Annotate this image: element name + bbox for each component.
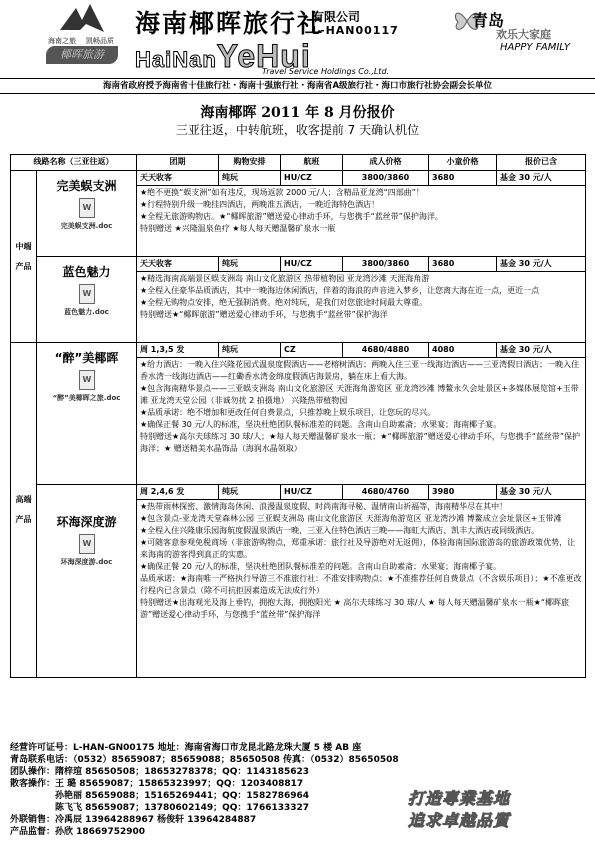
header-child: 小童价格 — [429, 155, 497, 171]
desc-line: ★包含景点-亚龙湾天堂森林公园 三亚蜈支洲岛 南山文化旅游区 天涯海角游览区 亚龙湾沙滩 博鳌成立会址景区+玉带滩 — [140, 514, 562, 523]
header-shopping: 购物安排 — [219, 155, 281, 171]
schedule: 周 2,4,6 发 — [137, 485, 219, 500]
happy-family-logo — [452, 2, 592, 74]
desc-line: ★包含海南精华景点——三亚蜈支洲岛 南山文化旅游区 天涯海角游览区 亚龙湾沙滩 博鳌永久会址景区+多媒体展览馆+玉带滩 亚龙湾天堂公园（非诚勿扰 2 拍摄地） 兴隆热带植物园 — [140, 384, 579, 405]
company-title: 海南椰晖旅行社 — [135, 9, 325, 38]
table-row — [11, 343, 586, 358]
footer-line: 青岛联系电话：（0532）85659087；85659088；85650508 传真：（0532）85650508 — [10, 755, 399, 765]
table-row — [11, 257, 586, 272]
footer-line: 外联销售：冷禹辰 13964288967 杨俊轩 13964284887 — [10, 815, 257, 825]
slogan-line-2: 追求卓越品質 — [408, 811, 511, 830]
child-price: 3980 — [429, 485, 497, 500]
word-doc-icon[interactable] — [79, 198, 95, 218]
desc-line: ★确保正餐 20 元/人的标准，坚决杜绝团队餐标准差的问题。含南山自助素斋；水果宴；海南椰子宴。 — [140, 562, 502, 571]
route-description — [137, 500, 586, 678]
header-route: 线路名称（三亚往返） — [11, 155, 137, 171]
child-price: 4080 — [429, 343, 497, 358]
slogan-line-1: 打造專業基地 — [408, 789, 511, 808]
table-header-row — [11, 155, 586, 171]
word-doc-icon[interactable] — [79, 534, 95, 554]
footer-line: 陈飞飞 85659087；13780602149；QQ：1766133327 — [10, 803, 310, 813]
slogan — [408, 788, 510, 832]
desc-line: 特别赠送★出海观光及海上垂钓，拥抱大海，拥抱阳光 ★ 高尔夫球练习 30 球/人 ★ 每人每天赠温馨矿泉水一瓶★“椰晖旅游”赠送爱心律动手环，与您携手“蓝丝带”保护海洋 — [140, 598, 569, 619]
word-doc-icon[interactable] — [79, 370, 95, 390]
flight: HU/CZ — [281, 257, 343, 272]
footer-line: 团队操作：隋梓瑄 85650508；18653278378；QQ：1143185623 — [10, 767, 310, 777]
license-number: L-HAN00117 — [312, 24, 399, 37]
adult-price: 3800/3860 — [343, 257, 429, 272]
logo-bar: 椰晖旅游 — [46, 46, 118, 64]
quote-title: 海南椰晖 2011 年 8 月份报价 — [200, 105, 395, 121]
route-description — [137, 186, 586, 257]
desc-line: ★精选海南高端景区蜈支洲岛 南山文化旅游区 热带植物园 亚龙湾沙滩 天涯海角游 — [140, 274, 430, 283]
desc-line: ★品质承诺：绝不增加和更改任何自费景点，只推荐晚上娱乐项目，让您玩的尽兴。 — [140, 408, 436, 417]
child-price: 3680 — [429, 171, 497, 186]
header-adult: 成人价格 — [343, 155, 429, 171]
child-price: 3680 — [429, 257, 497, 272]
included: 基金 30 元/人 — [497, 257, 586, 272]
desc-line: ★确保正餐 30 元/人的标准，坚决杜绝团队餐标准差的问题。含南山自助素斋；水果宴；海南椰子宴。 — [140, 420, 502, 429]
bird-logo-icon — [56, 2, 108, 34]
route-description — [137, 358, 586, 485]
header — [0, 0, 595, 80]
header-schedule: 团期 — [137, 155, 219, 171]
schedule: 周 1,3,5 发 — [137, 343, 219, 358]
footer-line: 产品监督：孙欣 18669752900 — [10, 827, 146, 837]
doc-filename[interactable]: 蓝色魅力.doc — [64, 308, 109, 316]
adult-price: 4680/4760 — [343, 485, 429, 500]
desc-line: 特别赠送★“椰晖旅游”赠送爱心律动手环，与您携手“蓝丝带”保护海洋 — [140, 310, 388, 319]
flight: HU/CZ — [281, 485, 343, 500]
route-cell — [37, 343, 137, 485]
route-name: 环海深度游 — [56, 515, 117, 529]
flight: CZ — [281, 343, 343, 358]
brand-subtitle: Travel Service Holdings Co.,Ltd. — [262, 67, 390, 76]
happy-family-en: HAPPY FAMILY — [500, 42, 571, 53]
brand-left: HaiNan — [135, 47, 217, 72]
desc-line: ★全程无购物点安排，绝无强制消费。绝对纯玩，是我们对您旅途时间最大尊重。 — [140, 298, 428, 307]
company-logo — [46, 2, 118, 68]
quote-subtitle: 三亚往返，中转航班，收客提前 7 天确认机位 — [175, 123, 420, 137]
desc-line: ★可随客意参观免税商场（非旅游购物点，郑重承诺：旅行社及导游绝对无返佣），体验海南国际旅游岛的旅游政策优势，让来海南的游客得到真正的实惠。 — [140, 538, 576, 559]
schedule: 天天收客 — [137, 257, 219, 272]
shopping: 纯玩 — [219, 485, 281, 500]
route-cell — [37, 257, 137, 343]
footer-line: 孙艳丽 85659088；15165269441；QQ：1582786964 — [10, 791, 310, 801]
desc-line: ★给力酒店：一晚入住兴隆花园式温泉度假酒店——老榕树酒店；两晚入住三亚一线海边酒店——三亚湾假日酒店；一晚入住香水湾一线海边酒店——红磡香水湾金绵度假酒店海景房，躺在床上看大海。 — [140, 360, 580, 381]
desc-line: 特别赠送 ★兴隆温泉鱼疗 ★每人每天赠温馨矿泉水一瓶 — [140, 224, 336, 233]
tier-high: 高端产品 — [11, 343, 37, 678]
logo-caption: 海南之旅 — [48, 37, 76, 45]
desc-line: ★全程入住兴隆康乐园海航度假温泉酒店一晚，三亚入住特色酒店三晚——海虹大酒店、凯丰大酒店或同级酒店。 — [140, 526, 540, 535]
doc-filename[interactable]: 完美蜈支洲.doc — [60, 222, 113, 230]
table-row — [11, 485, 586, 500]
desc-line: ★行程特别升级一晚挂四酒店，两晚准五酒店，一晚近海特色酒店！ — [140, 200, 380, 209]
footer-line: 散客操作：王 璐 85659087；15865323997；QQ：1203408817 — [10, 779, 304, 789]
footer-line: 经营许可证号：L-HAN-GN00175 地址：海南省海口市龙昆北路龙珠大厦 5 楼 AB 座 — [10, 743, 362, 753]
route-name: “醉”美椰晖 — [54, 351, 119, 365]
header-flight: 航班 — [281, 155, 343, 171]
schedule: 天天收客 — [137, 171, 219, 186]
word-doc-icon[interactable] — [79, 284, 95, 304]
included: 基金 30 元/人 — [497, 343, 586, 358]
shopping: 纯玩 — [219, 257, 281, 272]
shopping: 纯玩 — [219, 171, 281, 186]
company-suffix: 有限公司 — [312, 10, 361, 24]
table-row — [11, 171, 586, 186]
qingdao-label: 青岛 — [472, 11, 505, 30]
adult-price: 3800/3860 — [343, 171, 429, 186]
desc-line: ★全程无旅游购物店。★“椰晖旅游”赠送爱心律动手环，与您携手“蓝丝带”保护海洋。 — [140, 212, 443, 221]
desc-line: ★绝不更换“蜈支洲”如有违反，现场返款 2000 元/人；含精品亚龙湾“四部曲”！ — [140, 188, 424, 197]
route-cell — [37, 485, 137, 678]
adult-price: 4680/4880 — [343, 343, 429, 358]
doc-filename[interactable]: “醉”美椰晖之旅.doc — [52, 394, 121, 402]
brand-big: YeHui — [216, 38, 311, 74]
desc-line: 品质承诺：★海南唯一严格执行导游三不准旅行社：不准安排购物点；★不准推荐任何自费景点（不含娱乐项目）；★不准更改行程内已含景点（除不可抗拒因素造成无法成行外） — [140, 574, 582, 595]
affiliations-bar: 海南省政府授予海南省十佳旅行社・海南十强旅行社・海南省A级旅行社・海口市旅行社协会副会长单位 — [0, 78, 595, 94]
included: 基金 30 元/人 — [497, 485, 586, 500]
desc-line: ★热带雨林探密、激情海岛休闲、浪漫温泉度假、时尚南海寻秘、温情南山祈福等，海南精华尽在其中！ — [140, 502, 508, 511]
desc-line: ★全程入住豪华品质酒店，其中一晚海边休闲酒店，伴着的海浪的声音进入梦乡，让您离大海在近一点，更近一点 — [140, 286, 540, 295]
doc-filename[interactable]: 环海深度游.doc — [60, 558, 113, 566]
flight: HU/CZ — [281, 171, 343, 186]
shopping: 纯玩 — [219, 343, 281, 358]
logo-caption-2: 凯畅品质 — [86, 37, 114, 45]
route-name: 蓝色魅力 — [62, 265, 111, 279]
desc-line: 特别赠送★高尔夫球练习 30 球/人；★每人每天赠温馨矿泉水一瓶；★“椰晖旅游”赠送爱心律动手环，与您携手“蓝丝带”保护海洋；★ 赠送精美水晶饰品（海润水晶领取） — [140, 432, 581, 453]
route-description — [137, 272, 586, 343]
included: 基金 30 元/人 — [497, 171, 586, 186]
route-cell — [37, 171, 137, 257]
header-included: 报价已含 — [497, 155, 586, 171]
happy-family-cn: 欢乐大家庭 — [496, 28, 551, 41]
price-table — [10, 154, 586, 678]
tier-mid: 中端产品 — [11, 171, 37, 343]
route-name: 完美蜈支洲 — [56, 179, 117, 193]
